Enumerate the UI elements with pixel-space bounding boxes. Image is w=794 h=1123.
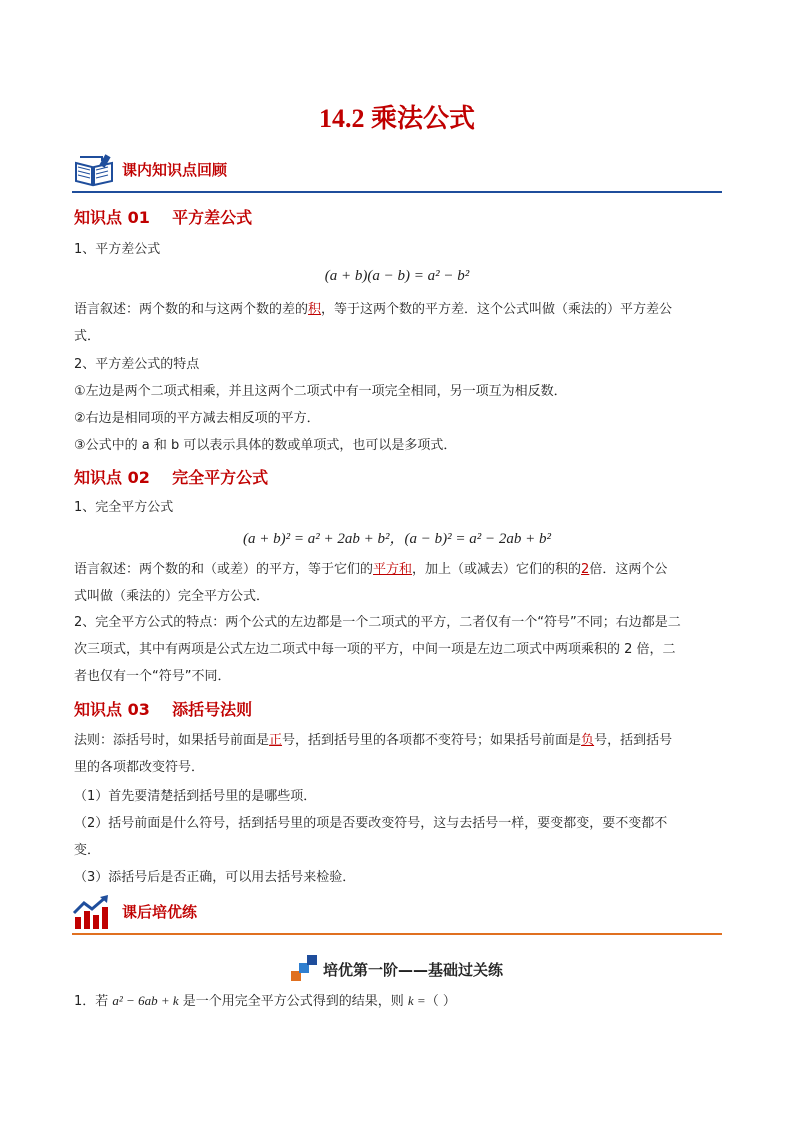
page-title: 14.2 乘法公式 (318, 104, 475, 133)
stage-heading-text: 培优第一阶——基础过关练 (322, 961, 503, 979)
kp3-rule (74, 727, 724, 781)
kp3-rule-highlight2: 负 (581, 733, 595, 748)
q1-prefix: 1．若 (74, 994, 113, 1009)
kp1-desc-pre: 语言叙述：两个数的和与这两个数的差的 (74, 302, 309, 317)
kp2-description (74, 556, 724, 610)
kp2-desc-pre: 语言叙述：两个数的和（或差）的平方，等于它们的 (74, 562, 374, 577)
section-practice-rule (72, 933, 722, 935)
kp3-note2-line2: 变． (74, 843, 101, 858)
kp1-line1: 1、平方差公式 (74, 242, 161, 257)
kp3-rule-post: 号，括到括号 (594, 733, 673, 748)
kp1-formula: (a + b)(a − b) = a² − b² (324, 268, 470, 284)
kp2-line1: 1、完全平方公式 (74, 500, 174, 515)
kp3-rule-mid: 号，括到括号里的各项都不变符号；如果括号前面是 (282, 733, 582, 748)
kp1-desc-highlight: 积 (308, 302, 322, 317)
kp1-line2: 2、平方差公式的特点 (74, 357, 200, 372)
kp1-char1: ①左边是两个二项式相乘，并且这两个二项式中有一项完全相同，另一项互为相反数． (74, 384, 567, 399)
kp2-desc-highlight1: 平方和 (373, 562, 413, 577)
kp3-heading: 知识点 03 添括号法则 (74, 700, 253, 719)
kp3-note1: （1）首先要清楚括到括号里的是哪些项． (74, 789, 317, 804)
kp1-description (74, 296, 724, 350)
kp2-desc-mid: ，加上（或减去）它们的积的 (412, 562, 582, 577)
q1-variable: k = (407, 993, 426, 1008)
kp2-feat-line2: 次三项式，其中有两项是公式左边二项式中每一项的平方，中间一项是左边二项式中两项乘积的 2 倍，二 (74, 642, 676, 657)
stage-heading (0, 955, 794, 981)
question-1 (74, 990, 456, 1009)
q1-expression: a² − 6ab + k (112, 993, 179, 1008)
stairs-icon (291, 955, 319, 981)
kp2-features (74, 609, 724, 690)
growth-chart-icon (72, 895, 116, 933)
kp2-feat-line3: 者也仅有一个“符号”不同． (74, 669, 231, 684)
kp3-note2-line1: （2）括号前面是什么符号，括到括号里的项是否要改变符号，这与去括号一样，要变都变，要不变都不 (74, 816, 668, 831)
kp3-rule-highlight1: 正 (269, 733, 283, 748)
section-review-label: 课内知识点回顾 (122, 161, 228, 179)
q1-answer-blank: （ ） (425, 994, 456, 1009)
kp3-note3: （3）添括号后是否正确，可以用去括号来检验． (74, 870, 356, 885)
section-practice-label: 课后培优练 (122, 903, 198, 921)
kp1-char2: ②右边是相同项的平方减去相反项的平方． (74, 411, 320, 426)
kp2-desc-post: 倍．这两个公 (589, 562, 668, 577)
section-practice-bar (72, 895, 722, 935)
kp2-desc-highlight2: 2 (581, 562, 590, 577)
kp1-char3: ③公式中的 a 和 b 可以表示具体的数或单项式，也可以是多项式． (74, 438, 457, 453)
kp3-rule-line2: 里的各项都改变符号． (74, 760, 205, 775)
kp2-heading: 知识点 02 完全平方公式 (74, 468, 269, 487)
section-review-bar (72, 153, 722, 193)
kp1-heading: 知识点 01 平方差公式 (74, 208, 253, 227)
kp3-rule-pre: 法则：添括号时，如果括号前面是 (74, 733, 270, 748)
section-review-rule (72, 191, 722, 193)
kp1-desc-post: ，等于这两个数的平方差．这个公式叫做（乘法的）平方差公 (321, 302, 673, 317)
kp2-desc-line2: 式叫做（乘法的）完全平方公式． (74, 589, 270, 604)
kp1-desc-line2: 式． (74, 329, 101, 344)
open-book-icon (72, 153, 116, 189)
kp3-note2 (74, 810, 724, 864)
kp2-feat-line1: 2、完全平方公式的特点：两个公式的左边都是一个二项式的平方，二者仅有一个“符号”不同；右边都是二 (74, 615, 681, 630)
kp2-formula: (a + b)² = a² + 2ab + b²，(a − b)² = a² − 2ab + b² (243, 531, 551, 547)
q1-middle: 是一个用完全平方公式得到的结果，则 (178, 994, 408, 1009)
